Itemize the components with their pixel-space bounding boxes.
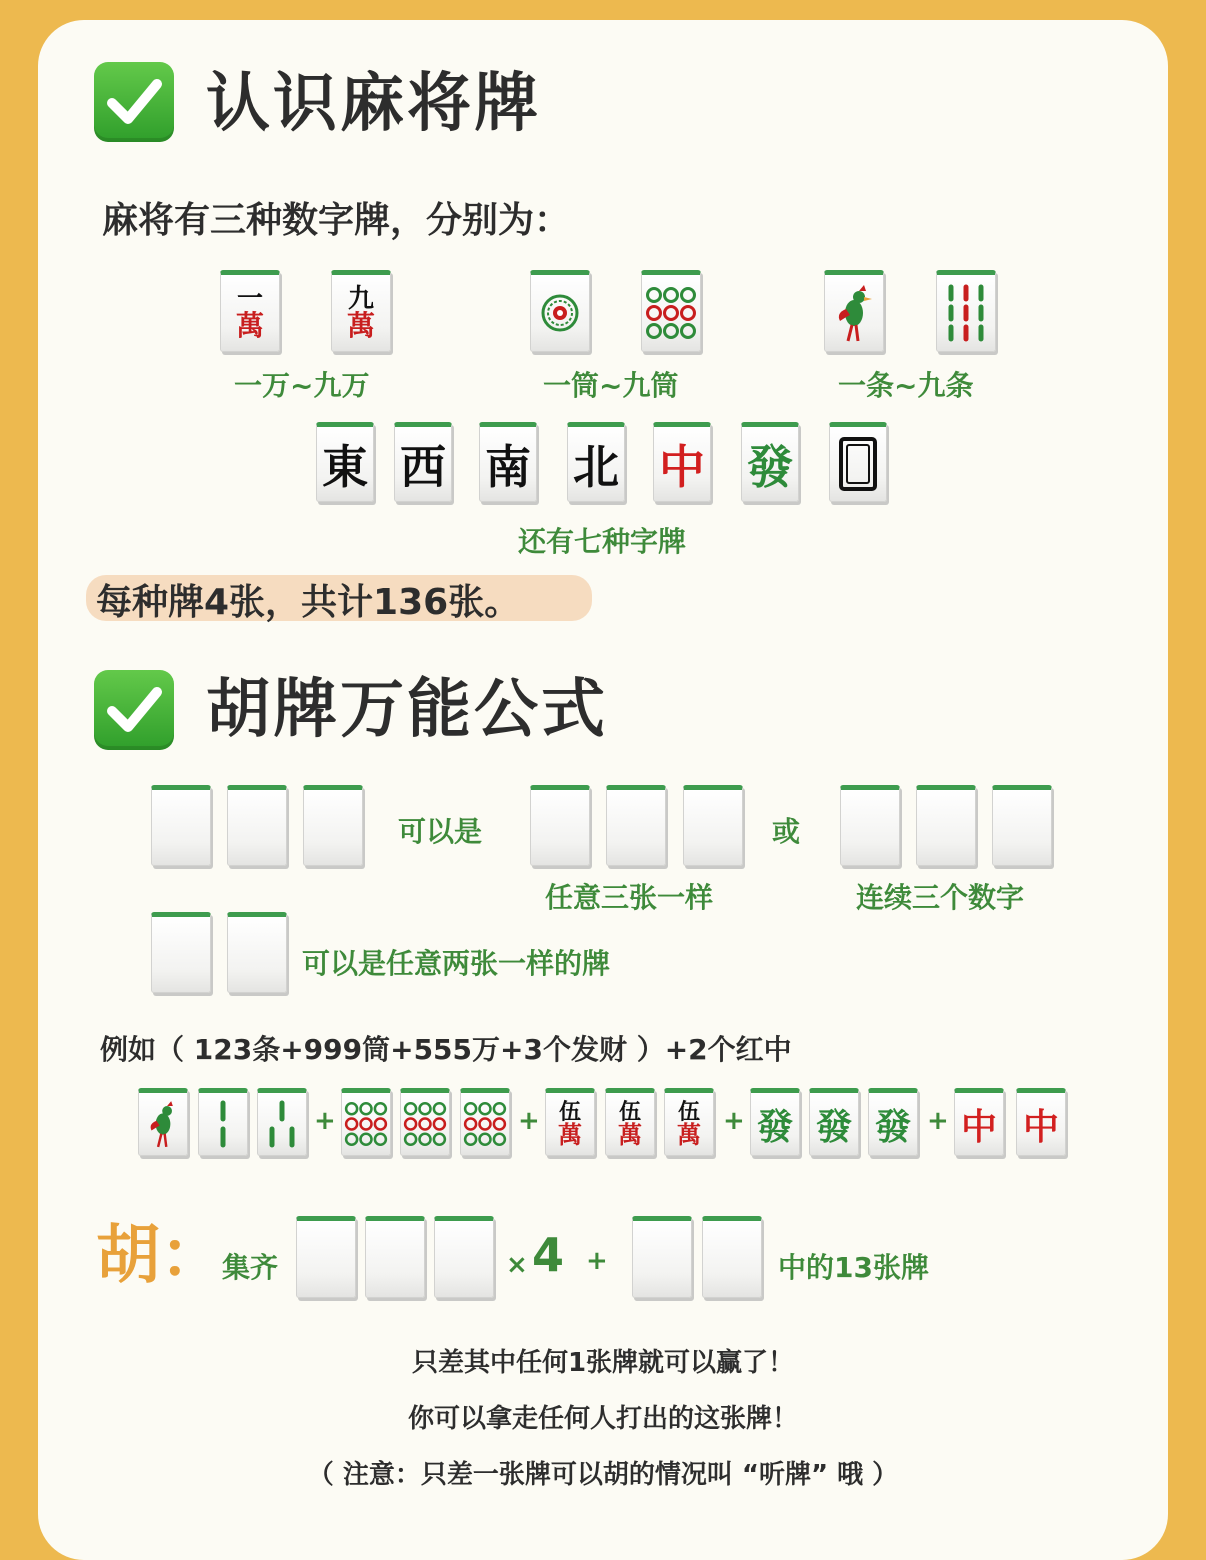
- nine-circles-icon: [344, 1101, 388, 1147]
- can-be-label: 可以是: [398, 815, 483, 848]
- blank-tile: [992, 785, 1052, 866]
- one-circle-icon: [540, 293, 580, 333]
- blank-tile: [365, 1216, 425, 1298]
- tile-green-dragon: 發: [741, 422, 799, 502]
- tile-1-tiao: [824, 270, 884, 352]
- collect-label: 集齐: [222, 1251, 279, 1284]
- tile-red-dragon: 中: [653, 422, 711, 502]
- tenpai-note: （ 注意：只差一张牌可以胡的情况叫 “听牌” 哦 ）: [307, 1460, 899, 1490]
- blank-tile: [606, 785, 666, 866]
- blank-tile: [227, 912, 287, 993]
- plus-sign: +: [927, 1106, 949, 1136]
- blank-tile: [303, 785, 363, 866]
- tile-suit-char: 萬: [618, 1120, 642, 1149]
- tile-suit-char: 萬: [346, 309, 375, 342]
- tile-1-tong: [530, 270, 590, 352]
- tile-1-wan: [220, 270, 280, 352]
- example-tile-5-wan: [545, 1088, 595, 1156]
- tile-suit-char: 萬: [558, 1120, 582, 1149]
- tile-number-char: 伍: [558, 1099, 581, 1125]
- honor-caption: 还有七种字牌: [518, 525, 687, 558]
- three-sticks-icon: [264, 1099, 300, 1149]
- nine-circles-icon: [403, 1101, 447, 1147]
- blank-tile: [434, 1216, 494, 1298]
- nine-circles-icon: [463, 1101, 507, 1147]
- check-mark-icon: [94, 670, 174, 750]
- blank-tile: [916, 785, 976, 866]
- intro-text: 麻将有三种数字牌，分别为：: [102, 200, 571, 241]
- blank-tile: [702, 1216, 762, 1298]
- hu-label: 胡：: [96, 1219, 224, 1293]
- times-sign: ×: [506, 1250, 528, 1280]
- blank-tile: [840, 785, 900, 866]
- example-tile-9-tong: [341, 1088, 391, 1156]
- blank-tile: [296, 1216, 356, 1298]
- blank-tile: [151, 785, 211, 866]
- times-number: 4: [532, 1228, 565, 1282]
- two-sticks-icon: [213, 1099, 233, 1149]
- bird-icon: [145, 1099, 181, 1149]
- example-tile-9-tong: [460, 1088, 510, 1156]
- tile-east: 東: [316, 422, 374, 502]
- same-three-caption: 任意三张一样: [545, 881, 714, 914]
- tile-number-char: 伍: [677, 1099, 700, 1125]
- tile-9-tong: [641, 270, 701, 352]
- pair-caption: 可以是任意两张一样的牌: [302, 947, 611, 980]
- bird-icon: [832, 283, 876, 343]
- count-note: 每种牌4张，共计136张。: [96, 582, 521, 623]
- tile-west: 西: [394, 422, 452, 502]
- tile-suit-char: 萬: [235, 309, 264, 342]
- example-tile-green-dragon: 發: [750, 1088, 800, 1156]
- example-tile-1-tiao: [138, 1088, 188, 1156]
- white-frame-icon: [838, 436, 878, 492]
- example-tile-9-tong: [400, 1088, 450, 1156]
- example-tile-red-dragon: 中: [1016, 1088, 1066, 1156]
- nine-circles-icon: [645, 286, 697, 340]
- plus-sign: +: [518, 1106, 540, 1136]
- tiao-caption: 一条~九条: [838, 369, 974, 402]
- tile-number-char: 伍: [618, 1099, 641, 1125]
- blank-tile: [683, 785, 743, 866]
- blank-tile: [151, 912, 211, 993]
- example-tile-red-dragon: 中: [954, 1088, 1004, 1156]
- blank-tile: [227, 785, 287, 866]
- or-label: 或: [772, 815, 801, 848]
- tile-9-tiao: [936, 270, 996, 352]
- tong-caption: 一筒~九筒: [543, 369, 679, 402]
- example-tile-2-tiao: [198, 1088, 248, 1156]
- closing-line-2: 你可以拿走任何人打出的这张牌！: [407, 1404, 798, 1434]
- example-tile-green-dragon: 發: [868, 1088, 918, 1156]
- check-mark-icon: [94, 62, 174, 142]
- tile-number-char: 九: [347, 284, 374, 314]
- blank-tile: [530, 785, 590, 866]
- closing-line-1: 只差其中任何1张牌就可以赢了！: [411, 1348, 795, 1378]
- tile-number-char: 一: [236, 284, 263, 314]
- tile-9-wan: [331, 270, 391, 352]
- example-text: 例如（ 123条+999筒+555万+3个发财 ）+2个红中: [100, 1033, 792, 1066]
- thirteen-tiles-label: 中的13张牌: [778, 1251, 929, 1284]
- tile-north: 北: [567, 422, 625, 502]
- tile-white-dragon: [829, 422, 887, 502]
- example-tile-5-wan: [664, 1088, 714, 1156]
- nine-sticks-icon: [941, 283, 991, 343]
- tile-south: 南: [479, 422, 537, 502]
- plus-sign: +: [723, 1106, 745, 1136]
- example-tile-3-tiao: [257, 1088, 307, 1156]
- wan-caption: 一万~九万: [234, 369, 370, 402]
- section-title-winning-formula: 胡牌万能公式: [206, 673, 608, 747]
- sequence-caption: 连续三个数字: [856, 881, 1025, 914]
- plus-sign: +: [586, 1246, 608, 1276]
- tile-suit-char: 萬: [677, 1120, 701, 1149]
- section-title-know-tiles: 认识麻将牌: [206, 67, 541, 141]
- example-tile-5-wan: [605, 1088, 655, 1156]
- plus-sign: +: [314, 1106, 336, 1136]
- example-tile-green-dragon: 發: [809, 1088, 859, 1156]
- blank-tile: [632, 1216, 692, 1298]
